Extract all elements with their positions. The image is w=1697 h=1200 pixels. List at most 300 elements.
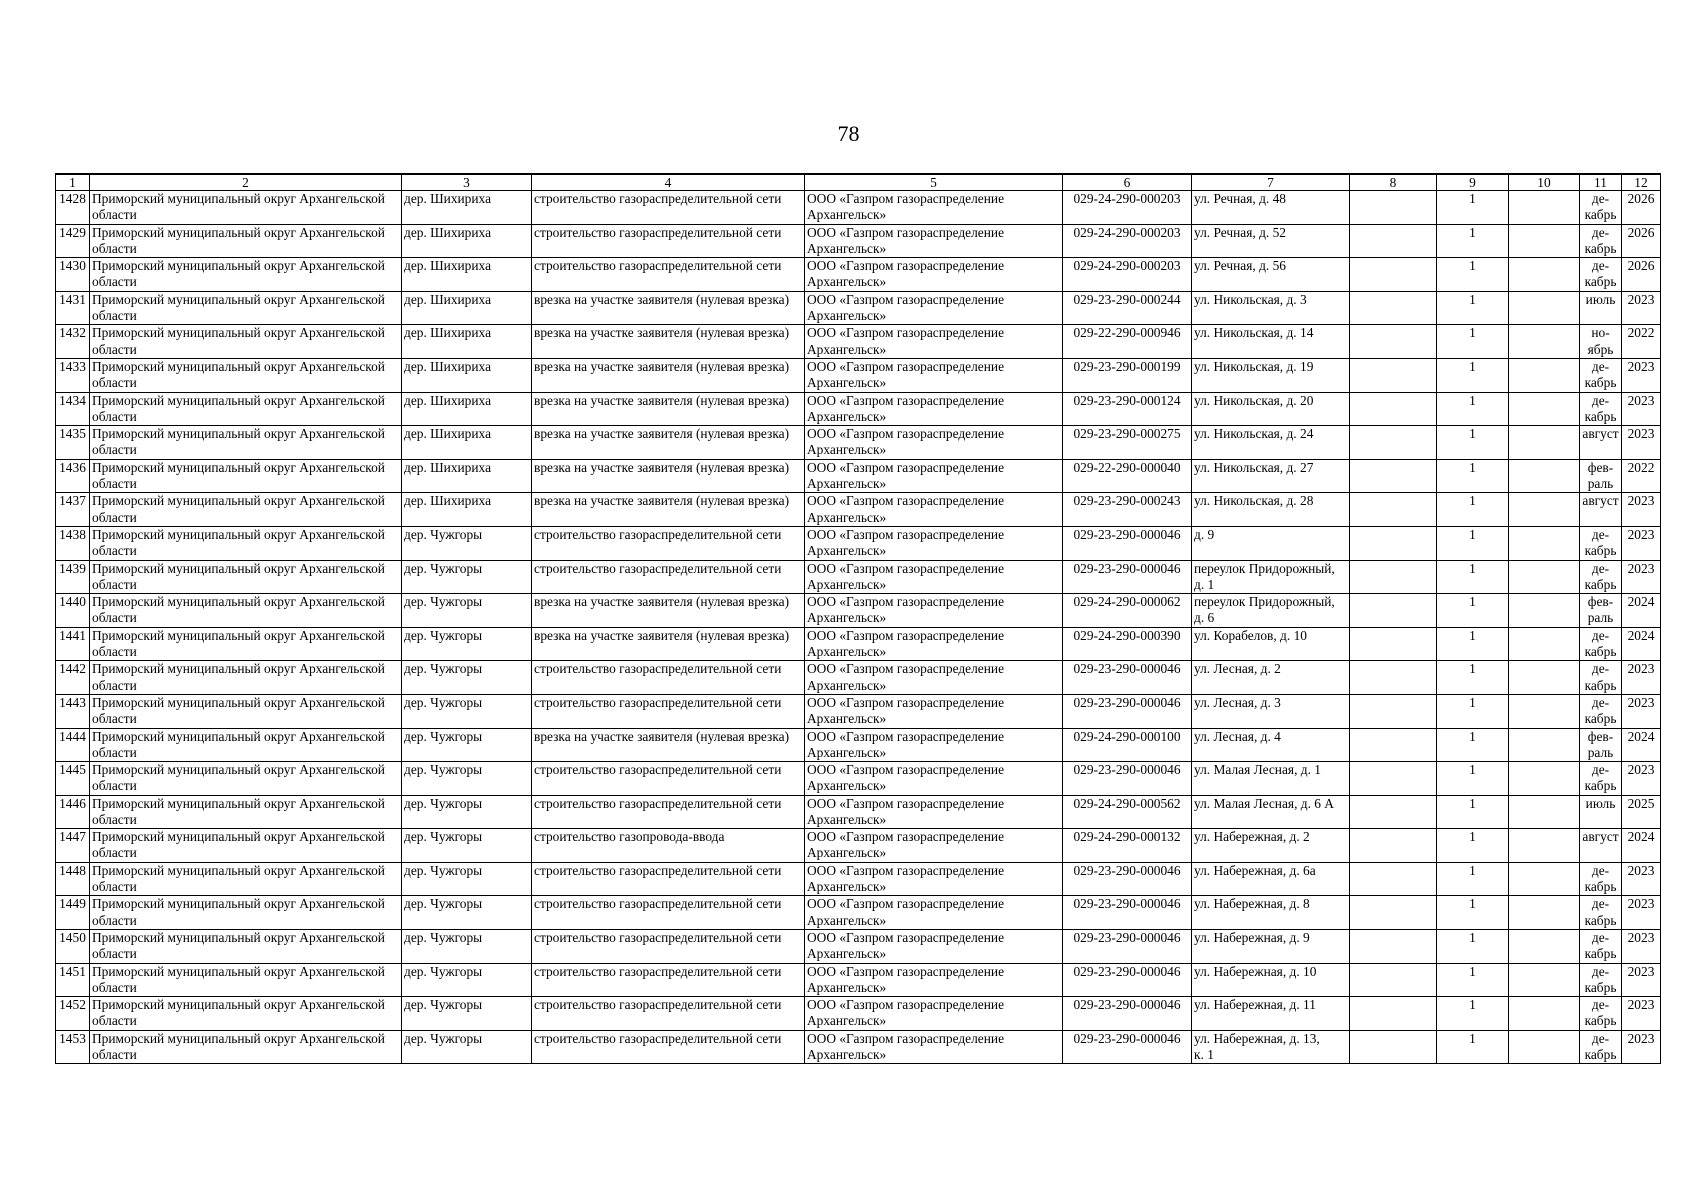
quantity-cell: 1 xyxy=(1437,526,1509,560)
table-row xyxy=(56,896,1661,930)
application-code-cell: 029-23-290-000275 xyxy=(1063,426,1192,460)
quantity-cell: 1 xyxy=(1437,762,1509,796)
address-cell: ул. Никольская, д. 20 xyxy=(1192,392,1350,426)
locality-cell: дер. Шихириха xyxy=(402,426,532,460)
organization-cell: ООО «Газпром газораспределение Архангельск» xyxy=(805,526,1063,560)
table-row xyxy=(56,258,1661,292)
district-cell: Приморский муниципальный округ Архангельской области xyxy=(90,997,402,1031)
work-type-cell: врезка на участке заявителя (нулевая врезка) xyxy=(532,426,805,460)
row-number-cell: 1432 xyxy=(56,325,90,359)
row-number-cell: 1428 xyxy=(56,191,90,225)
column-header: 9 xyxy=(1437,174,1509,191)
column-8-cell xyxy=(1350,392,1437,426)
quantity-cell: 1 xyxy=(1437,728,1509,762)
district-cell: Приморский муниципальный округ Архангельской области xyxy=(90,661,402,695)
column-10-cell xyxy=(1509,829,1580,863)
work-type-cell: строительство газораспределительной сети xyxy=(532,1030,805,1064)
row-number-cell: 1450 xyxy=(56,930,90,964)
district-cell: Приморский муниципальный округ Архангельской области xyxy=(90,392,402,426)
table-row xyxy=(56,997,1661,1031)
organization-cell: ООО «Газпром газораспределение Архангельск» xyxy=(805,862,1063,896)
column-10-cell xyxy=(1509,762,1580,796)
work-type-cell: врезка на участке заявителя (нулевая врезка) xyxy=(532,493,805,527)
quantity-cell: 1 xyxy=(1437,795,1509,829)
work-type-cell: врезка на участке заявителя (нулевая врезка) xyxy=(532,392,805,426)
district-cell: Приморский муниципальный округ Архангельской области xyxy=(90,493,402,527)
locality-cell: дер. Шихириха xyxy=(402,258,532,292)
column-8-cell xyxy=(1350,930,1437,964)
quantity-cell: 1 xyxy=(1437,627,1509,661)
column-8-cell xyxy=(1350,594,1437,628)
quantity-cell: 1 xyxy=(1437,224,1509,258)
column-8-cell xyxy=(1350,896,1437,930)
column-10-cell xyxy=(1509,224,1580,258)
application-code-cell: 029-23-290-000244 xyxy=(1063,291,1192,325)
quantity-cell: 1 xyxy=(1437,896,1509,930)
table-row xyxy=(56,728,1661,762)
month-cell: август xyxy=(1580,426,1622,460)
application-code-cell: 029-23-290-000046 xyxy=(1063,1030,1192,1064)
column-10-cell xyxy=(1509,560,1580,594)
table-row xyxy=(56,325,1661,359)
district-cell: Приморский муниципальный округ Архангельской области xyxy=(90,459,402,493)
column-8-cell xyxy=(1350,258,1437,292)
year-cell: 2023 xyxy=(1622,560,1661,594)
address-cell: ул. Лесная, д. 3 xyxy=(1192,694,1350,728)
organization-cell: ООО «Газпром газораспределение Архангельск» xyxy=(805,258,1063,292)
column-8-cell xyxy=(1350,829,1437,863)
year-cell: 2026 xyxy=(1622,191,1661,225)
district-cell: Приморский муниципальный округ Архангельской области xyxy=(90,191,402,225)
work-type-cell: врезка на участке заявителя (нулевая врезка) xyxy=(532,459,805,493)
year-cell: 2023 xyxy=(1622,291,1661,325)
locality-cell: дер. Шихириха xyxy=(402,358,532,392)
month-cell: август xyxy=(1580,829,1622,863)
month-cell: де- кабрь xyxy=(1580,694,1622,728)
row-number-cell: 1449 xyxy=(56,896,90,930)
work-type-cell: строительство газораспределительной сети xyxy=(532,224,805,258)
district-cell: Приморский муниципальный округ Архангельской области xyxy=(90,426,402,460)
year-cell: 2023 xyxy=(1622,694,1661,728)
year-cell: 2022 xyxy=(1622,325,1661,359)
table-row xyxy=(56,963,1661,997)
quantity-cell: 1 xyxy=(1437,258,1509,292)
row-number-cell: 1442 xyxy=(56,661,90,695)
application-code-cell: 029-24-290-000062 xyxy=(1063,594,1192,628)
column-10-cell xyxy=(1509,627,1580,661)
address-cell: ул. Никольская, д. 14 xyxy=(1192,325,1350,359)
column-header: 6 xyxy=(1063,174,1192,191)
quantity-cell: 1 xyxy=(1437,997,1509,1031)
column-8-cell xyxy=(1350,862,1437,896)
quantity-cell: 1 xyxy=(1437,560,1509,594)
row-number-cell: 1434 xyxy=(56,392,90,426)
page-number: 78 xyxy=(837,121,860,146)
column-10-cell xyxy=(1509,896,1580,930)
year-cell: 2023 xyxy=(1622,896,1661,930)
column-8-cell xyxy=(1350,224,1437,258)
quantity-cell: 1 xyxy=(1437,930,1509,964)
row-number-cell: 1439 xyxy=(56,560,90,594)
organization-cell: ООО «Газпром газораспределение Архангельск» xyxy=(805,459,1063,493)
organization-cell: ООО «Газпром газораспределение Архангельск» xyxy=(805,325,1063,359)
locality-cell: дер. Чужгоры xyxy=(402,963,532,997)
quantity-cell: 1 xyxy=(1437,191,1509,225)
column-header: 12 xyxy=(1622,174,1661,191)
table-row xyxy=(56,191,1661,225)
district-cell: Приморский муниципальный округ Архангельской области xyxy=(90,560,402,594)
column-8-cell xyxy=(1350,291,1437,325)
column-header: 2 xyxy=(90,174,402,191)
district-cell: Приморский муниципальный округ Архангельской области xyxy=(90,258,402,292)
application-code-cell: 029-23-290-000046 xyxy=(1063,694,1192,728)
quantity-cell: 1 xyxy=(1437,694,1509,728)
table-row xyxy=(56,224,1661,258)
district-cell: Приморский муниципальный округ Архангельской области xyxy=(90,795,402,829)
year-cell: 2023 xyxy=(1622,762,1661,796)
organization-cell: ООО «Газпром газораспределение Архангельск» xyxy=(805,426,1063,460)
column-10-cell xyxy=(1509,325,1580,359)
column-10-cell xyxy=(1509,392,1580,426)
column-10-cell xyxy=(1509,997,1580,1031)
row-number-cell: 1440 xyxy=(56,594,90,628)
application-code-cell: 029-24-290-000132 xyxy=(1063,829,1192,863)
work-type-cell: строительство газораспределительной сети xyxy=(532,191,805,225)
district-cell: Приморский муниципальный округ Архангельской области xyxy=(90,862,402,896)
quantity-cell: 1 xyxy=(1437,392,1509,426)
month-cell: де- кабрь xyxy=(1580,963,1622,997)
table-row xyxy=(56,594,1661,628)
organization-cell: ООО «Газпром газораспределение Архангельск» xyxy=(805,762,1063,796)
application-code-cell: 029-24-290-000203 xyxy=(1063,191,1192,225)
address-cell: ул. Набережная, д. 10 xyxy=(1192,963,1350,997)
column-header: 7 xyxy=(1192,174,1350,191)
locality-cell: дер. Чужгоры xyxy=(402,762,532,796)
column-8-cell xyxy=(1350,963,1437,997)
row-number-cell: 1441 xyxy=(56,627,90,661)
month-cell: де- кабрь xyxy=(1580,191,1622,225)
month-cell: фев- раль xyxy=(1580,728,1622,762)
column-8-cell xyxy=(1350,1030,1437,1064)
table-row xyxy=(56,694,1661,728)
column-10-cell xyxy=(1509,594,1580,628)
quantity-cell: 1 xyxy=(1437,291,1509,325)
address-cell: ул. Набережная, д. 11 xyxy=(1192,997,1350,1031)
column-8-cell xyxy=(1350,728,1437,762)
year-cell: 2026 xyxy=(1622,224,1661,258)
locality-cell: дер. Шихириха xyxy=(402,325,532,359)
locality-cell: дер. Чужгоры xyxy=(402,728,532,762)
row-number-cell: 1429 xyxy=(56,224,90,258)
address-cell: ул. Корабелов, д. 10 xyxy=(1192,627,1350,661)
address-cell: ул. Никольская, д. 27 xyxy=(1192,459,1350,493)
address-cell: ул. Никольская, д. 24 xyxy=(1192,426,1350,460)
year-cell: 2023 xyxy=(1622,997,1661,1031)
organization-cell: ООО «Газпром газораспределение Архангельск» xyxy=(805,1030,1063,1064)
quantity-cell: 1 xyxy=(1437,358,1509,392)
district-cell: Приморский муниципальный округ Архангельской области xyxy=(90,930,402,964)
table-row xyxy=(56,358,1661,392)
work-type-cell: строительство газораспределительной сети xyxy=(532,862,805,896)
work-type-cell: строительство газораспределительной сети xyxy=(532,526,805,560)
column-10-cell xyxy=(1509,728,1580,762)
address-cell: ул. Никольская, д. 3 xyxy=(1192,291,1350,325)
locality-cell: дер. Чужгоры xyxy=(402,795,532,829)
column-10-cell xyxy=(1509,526,1580,560)
column-10-cell xyxy=(1509,930,1580,964)
month-cell: но- ябрь xyxy=(1580,325,1622,359)
work-type-cell: врезка на участке заявителя (нулевая врезка) xyxy=(532,627,805,661)
locality-cell: дер. Чужгоры xyxy=(402,896,532,930)
month-cell: де- кабрь xyxy=(1580,392,1622,426)
locality-cell: дер. Чужгоры xyxy=(402,661,532,695)
locality-cell: дер. Чужгоры xyxy=(402,526,532,560)
row-number-cell: 1436 xyxy=(56,459,90,493)
address-cell: ул. Набережная, д. 2 xyxy=(1192,829,1350,863)
table-row xyxy=(56,661,1661,695)
column-header: 10 xyxy=(1509,174,1580,191)
work-type-cell: строительство газораспределительной сети xyxy=(532,694,805,728)
column-8-cell xyxy=(1350,661,1437,695)
year-cell: 2022 xyxy=(1622,459,1661,493)
month-cell: де- кабрь xyxy=(1580,1030,1622,1064)
application-code-cell: 029-24-290-000100 xyxy=(1063,728,1192,762)
application-code-cell: 029-23-290-000046 xyxy=(1063,762,1192,796)
organization-cell: ООО «Газпром газораспределение Архангельск» xyxy=(805,594,1063,628)
work-type-cell: врезка на участке заявителя (нулевая врезка) xyxy=(532,291,805,325)
column-header: 4 xyxy=(532,174,805,191)
address-cell: ул. Малая Лесная, д. 6 А xyxy=(1192,795,1350,829)
application-code-cell: 029-22-290-000040 xyxy=(1063,459,1192,493)
month-cell: де- кабрь xyxy=(1580,560,1622,594)
month-cell: июль xyxy=(1580,291,1622,325)
month-cell: де- кабрь xyxy=(1580,997,1622,1031)
work-type-cell: строительство газораспределительной сети xyxy=(532,661,805,695)
work-type-cell: строительство газораспределительной сети xyxy=(532,997,805,1031)
table-row xyxy=(56,862,1661,896)
column-8-cell xyxy=(1350,459,1437,493)
column-10-cell xyxy=(1509,1030,1580,1064)
work-type-cell: врезка на участке заявителя (нулевая врезка) xyxy=(532,358,805,392)
organization-cell: ООО «Газпром газораспределение Архангельск» xyxy=(805,694,1063,728)
organization-cell: ООО «Газпром газораспределение Архангельск» xyxy=(805,291,1063,325)
column-10-cell xyxy=(1509,795,1580,829)
district-cell: Приморский муниципальный округ Архангельской области xyxy=(90,627,402,661)
row-number-cell: 1444 xyxy=(56,728,90,762)
year-cell: 2024 xyxy=(1622,829,1661,863)
address-cell: ул. Речная, д. 52 xyxy=(1192,224,1350,258)
quantity-cell: 1 xyxy=(1437,325,1509,359)
row-number-cell: 1431 xyxy=(56,291,90,325)
column-10-cell xyxy=(1509,191,1580,225)
table-row xyxy=(56,291,1661,325)
district-cell: Приморский муниципальный округ Архангельской области xyxy=(90,762,402,796)
application-code-cell: 029-23-290-000046 xyxy=(1063,930,1192,964)
application-code-cell: 029-24-290-000203 xyxy=(1063,258,1192,292)
year-cell: 2023 xyxy=(1622,661,1661,695)
quantity-cell: 1 xyxy=(1437,661,1509,695)
work-type-cell: строительство газораспределительной сети xyxy=(532,762,805,796)
table-row xyxy=(56,930,1661,964)
quantity-cell: 1 xyxy=(1437,493,1509,527)
column-10-cell xyxy=(1509,426,1580,460)
application-code-cell: 029-24-290-000203 xyxy=(1063,224,1192,258)
quantity-cell: 1 xyxy=(1437,594,1509,628)
column-8-cell xyxy=(1350,325,1437,359)
work-type-cell: строительство газораспределительной сети xyxy=(532,795,805,829)
row-number-cell: 1451 xyxy=(56,963,90,997)
month-cell: де- кабрь xyxy=(1580,661,1622,695)
year-cell: 2024 xyxy=(1622,728,1661,762)
organization-cell: ООО «Газпром газораспределение Архангельск» xyxy=(805,829,1063,863)
year-cell: 2023 xyxy=(1622,526,1661,560)
column-8-cell xyxy=(1350,795,1437,829)
organization-cell: ООО «Газпром газораспределение Архангельск» xyxy=(805,963,1063,997)
quantity-cell: 1 xyxy=(1437,963,1509,997)
year-cell: 2023 xyxy=(1622,862,1661,896)
application-code-cell: 029-23-290-000046 xyxy=(1063,862,1192,896)
locality-cell: дер. Чужгоры xyxy=(402,862,532,896)
district-cell: Приморский муниципальный округ Архангельской области xyxy=(90,728,402,762)
quantity-cell: 1 xyxy=(1437,1030,1509,1064)
row-number-cell: 1446 xyxy=(56,795,90,829)
year-cell: 2023 xyxy=(1622,1030,1661,1064)
month-cell: де- кабрь xyxy=(1580,930,1622,964)
address-cell: д. 9 xyxy=(1192,526,1350,560)
application-code-cell: 029-23-290-000046 xyxy=(1063,963,1192,997)
column-10-cell xyxy=(1509,291,1580,325)
locality-cell: дер. Шихириха xyxy=(402,224,532,258)
column-8-cell xyxy=(1350,358,1437,392)
table-row xyxy=(56,493,1661,527)
locality-cell: дер. Шихириха xyxy=(402,392,532,426)
column-header: 3 xyxy=(402,174,532,191)
registry-table xyxy=(55,173,1661,1064)
address-cell: ул. Набережная, д. 6а xyxy=(1192,862,1350,896)
organization-cell: ООО «Газпром газораспределение Архангельск» xyxy=(805,896,1063,930)
column-8-cell xyxy=(1350,560,1437,594)
quantity-cell: 1 xyxy=(1437,426,1509,460)
table-row xyxy=(56,526,1661,560)
district-cell: Приморский муниципальный округ Архангельской области xyxy=(90,358,402,392)
row-number-cell: 1445 xyxy=(56,762,90,796)
application-code-cell: 029-23-290-000199 xyxy=(1063,358,1192,392)
locality-cell: дер. Чужгоры xyxy=(402,694,532,728)
application-code-cell: 029-23-290-000046 xyxy=(1063,526,1192,560)
district-cell: Приморский муниципальный округ Архангельской области xyxy=(90,694,402,728)
row-number-cell: 1453 xyxy=(56,1030,90,1064)
locality-cell: дер. Чужгоры xyxy=(402,930,532,964)
column-header: 8 xyxy=(1350,174,1437,191)
organization-cell: ООО «Газпром газораспределение Архангельск» xyxy=(805,728,1063,762)
organization-cell: ООО «Газпром газораспределение Архангельск» xyxy=(805,997,1063,1031)
locality-cell: дер. Чужгоры xyxy=(402,1030,532,1064)
table-row xyxy=(56,627,1661,661)
work-type-cell: врезка на участке заявителя (нулевая врезка) xyxy=(532,594,805,628)
locality-cell: дер. Чужгоры xyxy=(402,594,532,628)
month-cell: де- кабрь xyxy=(1580,762,1622,796)
column-8-cell xyxy=(1350,997,1437,1031)
work-type-cell: строительство газораспределительной сети xyxy=(532,258,805,292)
organization-cell: ООО «Газпром газораспределение Архангельск» xyxy=(805,930,1063,964)
address-cell: ул. Никольская, д. 19 xyxy=(1192,358,1350,392)
organization-cell: ООО «Газпром газораспределение Архангельск» xyxy=(805,661,1063,695)
application-code-cell: 029-24-290-000390 xyxy=(1063,627,1192,661)
organization-cell: ООО «Газпром газораспределение Архангельск» xyxy=(805,560,1063,594)
address-cell: переулок Придорожный, д. 1 xyxy=(1192,560,1350,594)
quantity-cell: 1 xyxy=(1437,459,1509,493)
month-cell: де- кабрь xyxy=(1580,526,1622,560)
month-cell: де- кабрь xyxy=(1580,627,1622,661)
organization-cell: ООО «Газпром газораспределение Архангельск» xyxy=(805,493,1063,527)
row-number-cell: 1438 xyxy=(56,526,90,560)
address-cell: ул. Набережная, д. 8 xyxy=(1192,896,1350,930)
column-10-cell xyxy=(1509,694,1580,728)
district-cell: Приморский муниципальный округ Архангельской области xyxy=(90,325,402,359)
row-number-cell: 1447 xyxy=(56,829,90,863)
organization-cell: ООО «Газпром газораспределение Архангельск» xyxy=(805,191,1063,225)
year-cell: 2026 xyxy=(1622,258,1661,292)
column-10-cell xyxy=(1509,459,1580,493)
column-10-cell xyxy=(1509,358,1580,392)
row-number-cell: 1452 xyxy=(56,997,90,1031)
address-cell: ул. Лесная, д. 4 xyxy=(1192,728,1350,762)
column-10-cell xyxy=(1509,963,1580,997)
column-number-header-row xyxy=(56,174,1661,191)
table-row xyxy=(56,392,1661,426)
column-8-cell xyxy=(1350,493,1437,527)
locality-cell: дер. Шихириха xyxy=(402,459,532,493)
address-cell: ул. Малая Лесная, д. 1 xyxy=(1192,762,1350,796)
locality-cell: дер. Шихириха xyxy=(402,191,532,225)
month-cell: де- кабрь xyxy=(1580,358,1622,392)
year-cell: 2023 xyxy=(1622,930,1661,964)
locality-cell: дер. Чужгоры xyxy=(402,560,532,594)
year-cell: 2023 xyxy=(1622,426,1661,460)
year-cell: 2024 xyxy=(1622,627,1661,661)
work-type-cell: строительство газораспределительной сети xyxy=(532,896,805,930)
application-code-cell: 029-23-290-000046 xyxy=(1063,661,1192,695)
organization-cell: ООО «Газпром газораспределение Архангельск» xyxy=(805,358,1063,392)
table-row xyxy=(56,426,1661,460)
column-8-cell xyxy=(1350,694,1437,728)
work-type-cell: врезка на участке заявителя (нулевая врезка) xyxy=(532,325,805,359)
month-cell: июль xyxy=(1580,795,1622,829)
district-cell: Приморский муниципальный округ Архангельской области xyxy=(90,1030,402,1064)
year-cell: 2023 xyxy=(1622,963,1661,997)
row-number-cell: 1433 xyxy=(56,358,90,392)
district-cell: Приморский муниципальный округ Архангельской области xyxy=(90,291,402,325)
month-cell: де- кабрь xyxy=(1580,862,1622,896)
column-10-cell xyxy=(1509,661,1580,695)
column-8-cell xyxy=(1350,762,1437,796)
table-row xyxy=(56,459,1661,493)
column-header: 1 xyxy=(56,174,90,191)
locality-cell: дер. Чужгоры xyxy=(402,829,532,863)
district-cell: Приморский муниципальный округ Архангельской области xyxy=(90,224,402,258)
month-cell: де- кабрь xyxy=(1580,258,1622,292)
district-cell: Приморский муниципальный округ Архангельской области xyxy=(90,963,402,997)
application-code-cell: 029-22-290-000946 xyxy=(1063,325,1192,359)
address-cell: ул. Набережная, д. 9 xyxy=(1192,930,1350,964)
application-code-cell: 029-23-290-000046 xyxy=(1063,896,1192,930)
locality-cell: дер. Чужгоры xyxy=(402,627,532,661)
table-row xyxy=(56,1030,1661,1064)
column-8-cell xyxy=(1350,191,1437,225)
month-cell: де- кабрь xyxy=(1580,224,1622,258)
year-cell: 2024 xyxy=(1622,594,1661,628)
year-cell: 2025 xyxy=(1622,795,1661,829)
